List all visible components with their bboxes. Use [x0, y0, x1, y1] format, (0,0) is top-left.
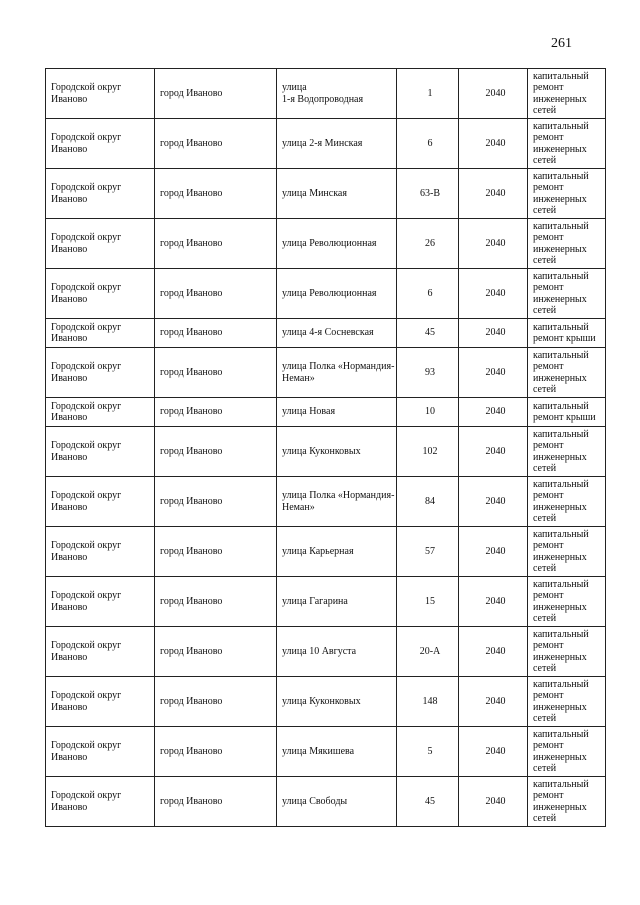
- settlement-cell: город Иваново: [155, 119, 277, 169]
- planned-year-cell: 2040: [459, 777, 528, 827]
- settlement-cell: город Иваново: [155, 527, 277, 577]
- work-type-cell: капитальный ремонт инженерных сетей: [528, 348, 606, 398]
- work-type-cell: капитальный ремонт инженерных сетей: [528, 219, 606, 269]
- work-type-cell: капитальный ремонт инженерных сетей: [528, 627, 606, 677]
- municipal-district-cell: Городской округ Иваново: [46, 319, 155, 348]
- street-cell: улица Революционная: [277, 219, 397, 269]
- street-cell: улица Гагарина: [277, 577, 397, 627]
- planned-year-cell: 2040: [459, 527, 528, 577]
- work-type-cell: капитальный ремонт инженерных сетей: [528, 269, 606, 319]
- planned-year-cell: 2040: [459, 398, 528, 427]
- municipal-district-cell: Городской округ Иваново: [46, 398, 155, 427]
- street-cell: улица Полка «Нормандия-Неман»: [277, 477, 397, 527]
- planned-year-cell: 2040: [459, 219, 528, 269]
- work-type-cell: капитальный ремонт инженерных сетей: [528, 577, 606, 627]
- table-row: [46, 477, 606, 527]
- municipal-district-cell: Городской округ Иваново: [46, 348, 155, 398]
- table-row: [46, 427, 606, 477]
- work-type-cell: капитальный ремонт крыши: [528, 398, 606, 427]
- street-cell: улица 1-я Водопроводная: [277, 69, 397, 119]
- table-row: [46, 577, 606, 627]
- house-number-cell: 10: [397, 398, 459, 427]
- municipal-district-cell: Городской округ Иваново: [46, 477, 155, 527]
- street-cell: улица Минская: [277, 169, 397, 219]
- municipal-district-cell: Городской округ Иваново: [46, 777, 155, 827]
- table-row: [46, 319, 606, 348]
- settlement-cell: город Иваново: [155, 777, 277, 827]
- table-row: [46, 527, 606, 577]
- settlement-cell: город Иваново: [155, 69, 277, 119]
- settlement-cell: город Иваново: [155, 219, 277, 269]
- street-cell: улица 4-я Сосневская: [277, 319, 397, 348]
- municipal-district-cell: Городской округ Иваново: [46, 269, 155, 319]
- street-cell: улица Куконковых: [277, 427, 397, 477]
- planned-year-cell: 2040: [459, 119, 528, 169]
- work-type-cell: капитальный ремонт инженерных сетей: [528, 169, 606, 219]
- house-number-cell: 45: [397, 777, 459, 827]
- table-row: [46, 398, 606, 427]
- table-body: [46, 69, 606, 827]
- municipal-district-cell: Городской округ Иваново: [46, 169, 155, 219]
- house-number-cell: 6: [397, 119, 459, 169]
- municipal-district-cell: Городской округ Иваново: [46, 627, 155, 677]
- settlement-cell: город Иваново: [155, 577, 277, 627]
- page-number: 261: [551, 36, 572, 51]
- planned-year-cell: 2040: [459, 169, 528, 219]
- house-number-cell: 84: [397, 477, 459, 527]
- work-type-cell: капитальный ремонт инженерных сетей: [528, 527, 606, 577]
- planned-year-cell: 2040: [459, 69, 528, 119]
- street-cell: улица Новая: [277, 398, 397, 427]
- house-number-cell: 93: [397, 348, 459, 398]
- table-row: [46, 269, 606, 319]
- table-row: [46, 169, 606, 219]
- street-cell: улица 10 Августа: [277, 627, 397, 677]
- house-number-cell: 148: [397, 677, 459, 727]
- table-row: [46, 219, 606, 269]
- municipal-district-cell: Городской округ Иваново: [46, 119, 155, 169]
- planned-year-cell: 2040: [459, 627, 528, 677]
- settlement-cell: город Иваново: [155, 477, 277, 527]
- house-number-cell: 26: [397, 219, 459, 269]
- municipal-district-cell: Городской округ Иваново: [46, 677, 155, 727]
- house-number-cell: 45: [397, 319, 459, 348]
- municipal-district-cell: Городской округ Иваново: [46, 69, 155, 119]
- street-cell: улица Полка «Нормандия-Неман»: [277, 348, 397, 398]
- street-cell: улица Мякишева: [277, 727, 397, 777]
- table-row: [46, 677, 606, 727]
- settlement-cell: город Иваново: [155, 269, 277, 319]
- planned-year-cell: 2040: [459, 427, 528, 477]
- municipal-district-cell: Городской округ Иваново: [46, 727, 155, 777]
- work-type-cell: капитальный ремонт инженерных сетей: [528, 477, 606, 527]
- municipal-district-cell: Городской округ Иваново: [46, 527, 155, 577]
- planned-year-cell: 2040: [459, 477, 528, 527]
- planned-year-cell: 2040: [459, 677, 528, 727]
- settlement-cell: город Иваново: [155, 319, 277, 348]
- house-number-cell: 15: [397, 577, 459, 627]
- house-number-cell: 20-А: [397, 627, 459, 677]
- table-row: [46, 119, 606, 169]
- table-row: [46, 627, 606, 677]
- planned-year-cell: 2040: [459, 319, 528, 348]
- street-cell: улица Куконковых: [277, 677, 397, 727]
- work-type-cell: капитальный ремонт инженерных сетей: [528, 69, 606, 119]
- housing-repair-table: [45, 68, 606, 827]
- settlement-cell: город Иваново: [155, 727, 277, 777]
- settlement-cell: город Иваново: [155, 677, 277, 727]
- municipal-district-cell: Городской округ Иваново: [46, 577, 155, 627]
- settlement-cell: город Иваново: [155, 169, 277, 219]
- house-number-cell: 102: [397, 427, 459, 477]
- street-cell: улица Свободы: [277, 777, 397, 827]
- work-type-cell: капитальный ремонт инженерных сетей: [528, 119, 606, 169]
- municipal-district-cell: Городской округ Иваново: [46, 219, 155, 269]
- work-type-cell: капитальный ремонт инженерных сетей: [528, 677, 606, 727]
- table-row: [46, 777, 606, 827]
- house-number-cell: 6: [397, 269, 459, 319]
- work-type-cell: капитальный ремонт крыши: [528, 319, 606, 348]
- table-row: [46, 348, 606, 398]
- table-row: [46, 69, 606, 119]
- planned-year-cell: 2040: [459, 269, 528, 319]
- settlement-cell: город Иваново: [155, 627, 277, 677]
- street-cell: улица Карьерная: [277, 527, 397, 577]
- house-number-cell: 57: [397, 527, 459, 577]
- settlement-cell: город Иваново: [155, 348, 277, 398]
- street-cell: улица Революционная: [277, 269, 397, 319]
- house-number-cell: 1: [397, 69, 459, 119]
- planned-year-cell: 2040: [459, 348, 528, 398]
- municipal-district-cell: Городской округ Иваново: [46, 427, 155, 477]
- planned-year-cell: 2040: [459, 577, 528, 627]
- settlement-cell: город Иваново: [155, 398, 277, 427]
- work-type-cell: капитальный ремонт инженерных сетей: [528, 777, 606, 827]
- house-number-cell: 5: [397, 727, 459, 777]
- work-type-cell: капитальный ремонт инженерных сетей: [528, 427, 606, 477]
- settlement-cell: город Иваново: [155, 427, 277, 477]
- house-number-cell: 63-В: [397, 169, 459, 219]
- table-row: [46, 727, 606, 777]
- planned-year-cell: 2040: [459, 727, 528, 777]
- street-cell: улица 2-я Минская: [277, 119, 397, 169]
- work-type-cell: капитальный ремонт инженерных сетей: [528, 727, 606, 777]
